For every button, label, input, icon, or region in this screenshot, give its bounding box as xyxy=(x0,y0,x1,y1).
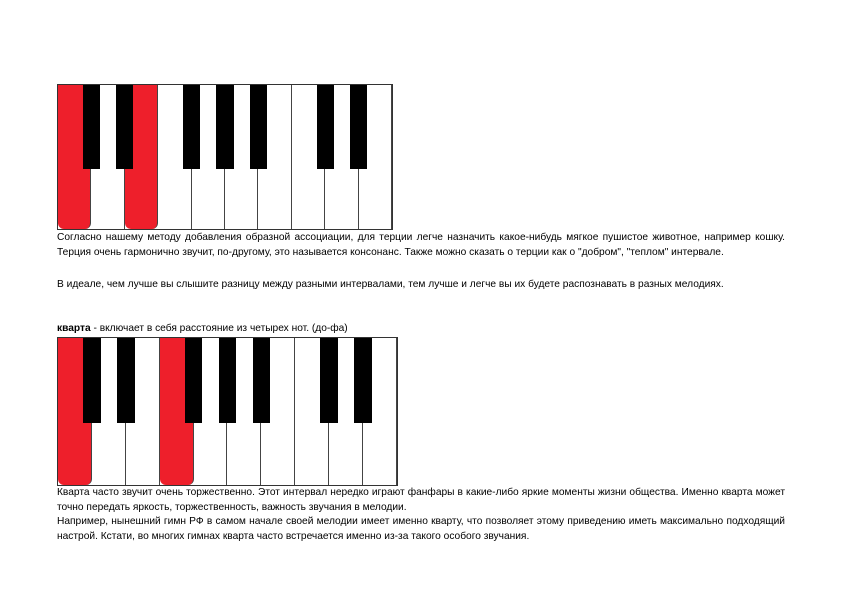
tercia-piano-keyboard xyxy=(57,84,393,230)
anthem-paragraph: Например, нынешний гимн РФ в самом начале своей мелодии имеет именно кварту, что позволяет этому приведению иметь максимально подходящий настрой. Кстати, во многих гимнах кварта часто встречается именно из-за такого особого звучания. xyxy=(57,516,785,542)
quarta-black-key xyxy=(117,338,135,423)
quarta-black-key xyxy=(219,338,237,423)
quarta-black-key xyxy=(83,338,101,423)
quarta-heading xyxy=(57,322,348,336)
tercia-black-key xyxy=(350,85,367,169)
quarta-black-key xyxy=(354,338,372,423)
tercia-black-key xyxy=(183,85,200,169)
quarta-black-key xyxy=(320,338,338,423)
quarta-definition: - включает в себя расстояние из четырех нот. (до-фа) xyxy=(90,323,348,334)
quarta-black-key xyxy=(253,338,271,423)
quarta-paragraph: Кварта часто звучит очень торжественно. Этот интервал нередко играют фанфары в какие-либо яркие моменты жизни общества. Именно кварта может точно передать яркость, торжественность, важность звучания в мелодии. xyxy=(57,487,785,513)
quarta-piano-keyboard xyxy=(57,337,398,486)
tercia-black-key xyxy=(216,85,233,169)
tercia-paragraph: Согласно нашему методу добавления образной ассоциации, для терции легче назначить какое-нибудь мягкое пушистое животное, например кошку. Терция очень гармонично звучит, по-другому, это называется консонанс. Также можно сказать о терции как о "добром", "теплом" интервале. xyxy=(57,232,785,258)
quarta-term: кварта xyxy=(57,323,91,334)
tercia-black-key xyxy=(317,85,334,169)
tercia-black-key xyxy=(116,85,133,169)
quarta-black-key xyxy=(185,338,203,423)
tercia-black-key xyxy=(83,85,100,169)
intervals-paragraph: В идеале, чем лучше вы слышите разницу между разными интервалами, тем лучше и легче вы их будете распознавать в разных мелодиях. xyxy=(57,279,724,290)
tercia-black-key xyxy=(250,85,267,169)
